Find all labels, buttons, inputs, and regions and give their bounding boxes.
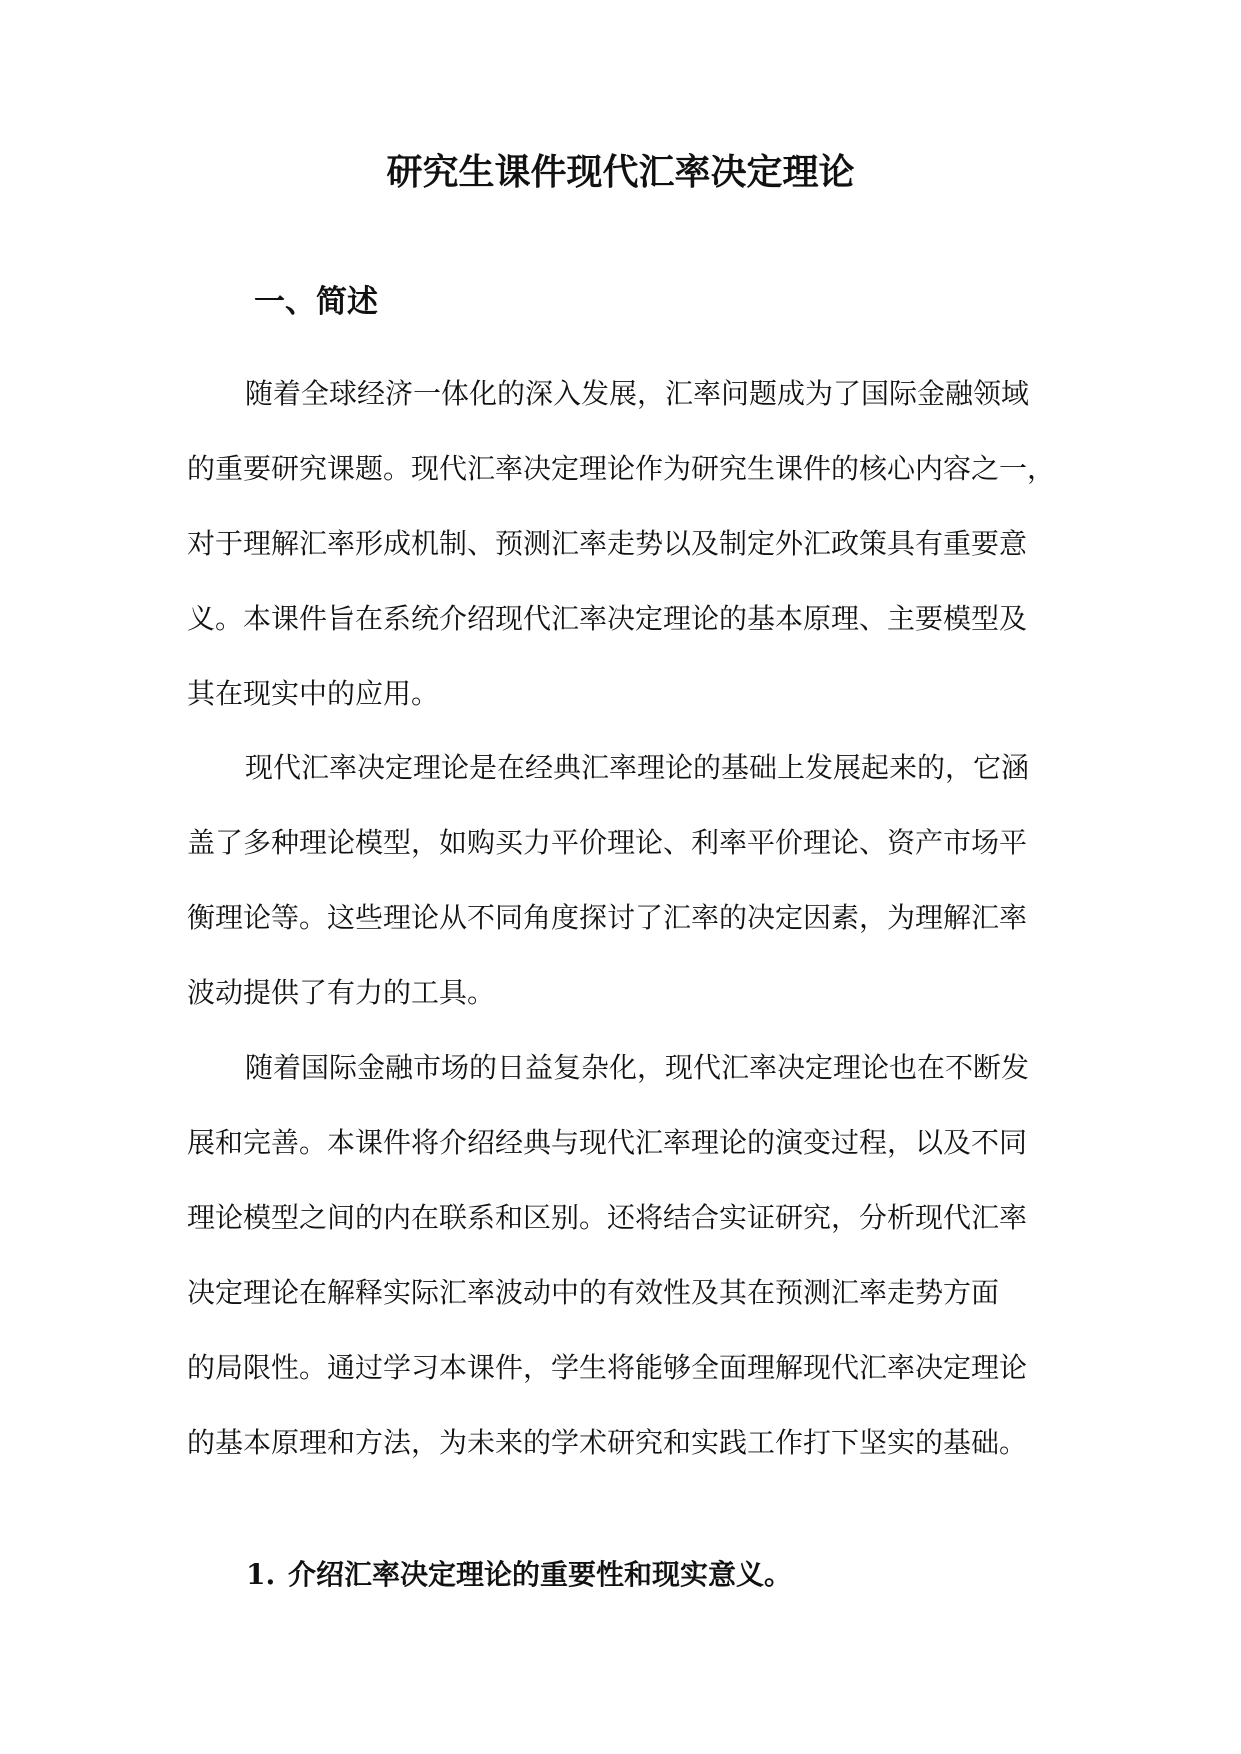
paragraph-3 [187,1030,1057,1480]
paragraph-line: 义。本课件旨在系统介绍现代汇率决定理论的基本原理、主要模型及 [187,602,1028,635]
paragraph-line: 现代汇率决定理论是在经典汇率理论的基础上发展起来的，它涵 [245,751,1030,784]
numbered-heading [246,1555,792,1595]
paragraph-line: 波动提供了有力的工具。 [187,976,496,1009]
section-heading: 一、简述 [254,284,378,320]
paragraph-line: 随着全球经济一体化的深入发展，汇率问题成为了国际金融领域 [245,377,1030,410]
paragraph-line: 展和完善。本课件将介绍经典与现代汇率理论的演变过程，以及不同 [187,1126,1028,1159]
paragraph-line: 衡理论等。这些理论从不同角度探讨了汇率的决定因素，为理解汇率 [187,901,1028,934]
document-title: 研究生课件现代汇率决定理论 [386,151,855,193]
paragraph-line: 理论模型之间的内在联系和区别。还将结合实证研究，分析现代汇率 [187,1201,1028,1234]
paragraph-line: 的基本原理和方法，为未来的学术研究和实践工作打下坚实的基础。 [187,1426,1028,1459]
paragraph-line: 决定理论在解释实际汇率波动中的有效性及其在预测汇率走势方面 [187,1276,1000,1309]
paragraph-line: 其在现实中的应用。 [187,677,440,710]
numbered-heading-text: 介绍汇率决定理论的重要性和现实意义。 [288,1558,793,1591]
paragraph-line: 盖了多种理论模型，如购买力平价理论、利率平价理论、资产市场平 [187,826,1028,859]
paragraph-1 [187,356,1057,731]
paragraph-line: 随着国际金融市场的日益复杂化，现代汇率决定理论也在不断发 [245,1051,1030,1084]
paragraph-line: 的局限性。通过学习本课件，学生将能够全面理解现代汇率决定理论 [187,1351,1028,1384]
paragraph-line: 的重要研究课题。现代汇率决定理论作为研究生课件的核心内容之一， [187,452,1056,485]
paragraph-line: 对于理解汇率形成机制、预测汇率走势以及制定外汇政策具有重要意 [187,527,1028,560]
list-number: 1. [246,1558,276,1591]
paragraph-2 [187,730,1057,1030]
